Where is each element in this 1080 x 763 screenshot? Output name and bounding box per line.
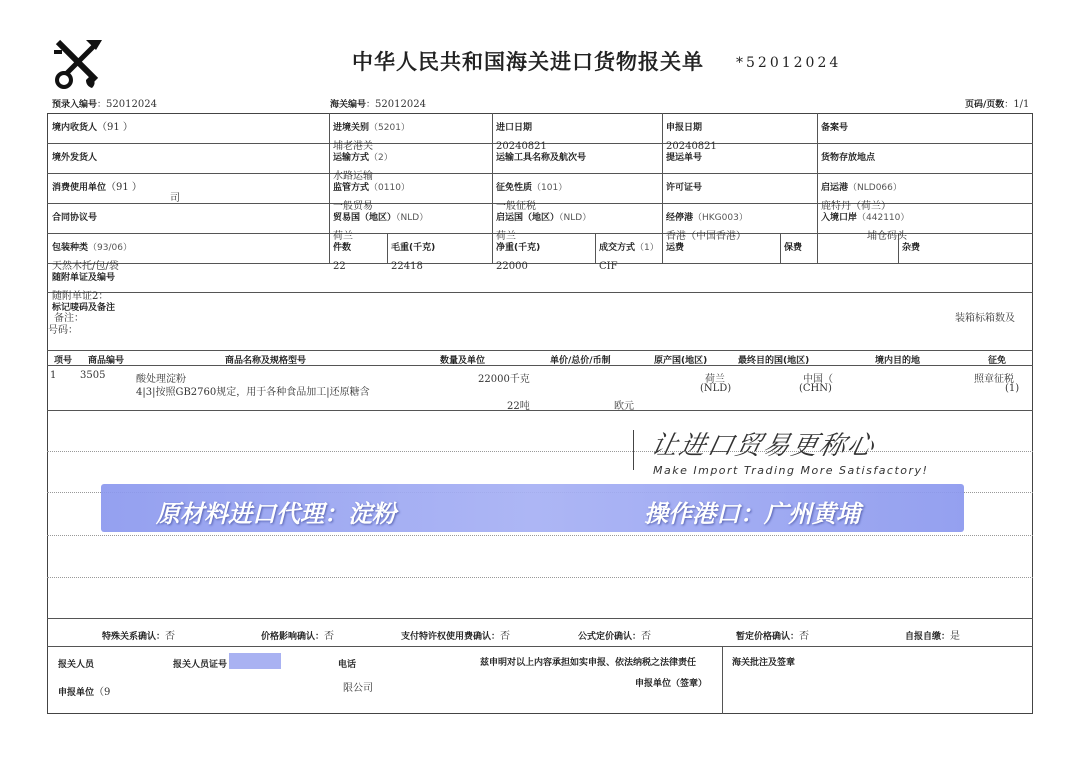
shipper-field: 境外发货人 bbox=[52, 153, 98, 163]
self-declare-confirm: 自报自缴：是 bbox=[905, 631, 961, 642]
handwriting-stroke bbox=[633, 430, 634, 470]
license-field: 许可证号 bbox=[666, 183, 703, 193]
remarks-note: 备注： bbox=[54, 313, 84, 324]
redacted-clerk-id bbox=[229, 653, 281, 669]
transit-port-field: 经停港（HKG003） 香港（中国香港） bbox=[666, 213, 748, 242]
net-weight-field: 净重(千克) 22000 bbox=[496, 243, 541, 272]
trade-country-field: 贸易国（地区）（NLD） 荷兰 bbox=[333, 213, 429, 242]
col-price: 单价/总价/币制 bbox=[550, 356, 611, 366]
col-hs-code: 商品编号 bbox=[88, 356, 125, 366]
preentry-number: 预录入编号：52012024 bbox=[52, 99, 157, 110]
contract-field: 合同协议号 bbox=[52, 213, 98, 223]
customs-emblem-icon bbox=[50, 36, 106, 90]
col-levy: 征免 bbox=[988, 356, 1007, 366]
customs-sign-label: 海关批注及签章 bbox=[732, 658, 796, 668]
record-no-field: 备案号 bbox=[821, 123, 849, 133]
transport-field: 运输方式（2） 水路运输 bbox=[333, 153, 393, 182]
import-date-field: 进口日期 20240821 bbox=[496, 123, 547, 152]
royalty-confirm: 支付特许权使用费确认：否 bbox=[401, 631, 511, 642]
col-domestic-dest: 境内目的地 bbox=[875, 356, 921, 366]
declaration-statement: 兹申明对以上内容承担如实申报、依法纳税之法律责任 bbox=[480, 658, 697, 668]
gross-weight-field: 毛重(千克) 22418 bbox=[391, 243, 436, 272]
slogan-english: Make Import Trading More Satisfactory! bbox=[653, 464, 929, 477]
col-destination: 最终目的国(地区) bbox=[738, 356, 810, 366]
banner-right-text: 操作港口：广州黄埔 bbox=[644, 500, 860, 528]
entry-port-field: 入境口岸（442110） 埔仓码头 bbox=[821, 213, 910, 242]
phone-label: 电话 bbox=[338, 660, 357, 670]
declare-unit-sign: 申报单位（签章） bbox=[635, 679, 708, 689]
storage-field: 货物存放地点 bbox=[821, 153, 876, 163]
formula-price-confirm: 公式定价确认：否 bbox=[578, 631, 652, 642]
clerk-id-label: 报关人员证号 bbox=[173, 660, 228, 670]
declare-unit-field: 申报单位（9 bbox=[58, 687, 111, 698]
misc-fee-field: 杂费 bbox=[902, 243, 921, 253]
form-code: *52012024 bbox=[736, 55, 842, 71]
provisional-price-confirm: 暂定价格确认：否 bbox=[736, 631, 810, 642]
page-title: 中华人民共和国海关进口货物报关单 bbox=[352, 50, 704, 74]
user-unit-value: 司 bbox=[170, 193, 180, 204]
marks-remarks-field: 标记唛码及备注 bbox=[52, 303, 116, 313]
col-quantity: 数量及单位 bbox=[440, 356, 486, 366]
package-type-field: 包装种类（93/06） 天然木托/包/袋 bbox=[52, 243, 132, 272]
packing-note: 装箱标箱数及 bbox=[955, 313, 1015, 324]
customs-number: 海关编号：52012024 bbox=[330, 99, 426, 110]
price-impact-confirm: 价格影响确认：否 bbox=[261, 631, 335, 642]
handwritten-slogan: 让进口贸易更称心 bbox=[648, 431, 879, 461]
pieces-field: 件数 22 bbox=[333, 243, 352, 272]
banner-left-text: 原材料进口代理：淀粉 bbox=[156, 500, 396, 528]
entry-customs-field: 进境关别（5201） 埔老港关 bbox=[333, 123, 410, 152]
consignee-field: 境内收货人（91 ） bbox=[52, 122, 133, 133]
insurance-field: 保费 bbox=[784, 243, 803, 253]
col-goods-name: 商品名称及规格型号 bbox=[225, 356, 307, 366]
remarks-number: 号码： bbox=[48, 325, 78, 336]
col-origin: 原产国(地区) bbox=[654, 356, 708, 366]
bl-field: 提运单号 bbox=[666, 153, 703, 163]
declare-unit-company: 限公司 bbox=[343, 683, 373, 694]
deal-mode-field: 成交方式（1） CIF bbox=[599, 243, 659, 272]
user-unit-field: 消费使用单位（91 ） bbox=[52, 182, 142, 193]
special-relation-confirm: 特殊关系确认：否 bbox=[102, 631, 176, 642]
supervision-field: 监管方式（0110） 一般贸易 bbox=[333, 183, 410, 212]
freight-field: 运费 bbox=[666, 243, 685, 253]
levy-nature-field: 征免性质（101） 一般征税 bbox=[496, 183, 568, 212]
declare-date-field: 申报日期 20240821 bbox=[666, 123, 717, 152]
departure-port-field: 启运港（NLD066） 鹿特丹（荷兰） bbox=[821, 183, 902, 212]
origin-country-field: 启运国（地区）（NLD） 荷兰 bbox=[496, 213, 592, 242]
clerk-label: 报关人员 bbox=[58, 660, 95, 670]
col-item-no: 项号 bbox=[54, 356, 73, 366]
attached-docs-field: 随附单证及编号 随附单证2： bbox=[52, 273, 116, 302]
vessel-field: 运输工具名称及航次号 bbox=[496, 153, 587, 163]
page-number: 页码/页数：1/1 bbox=[965, 99, 1030, 110]
